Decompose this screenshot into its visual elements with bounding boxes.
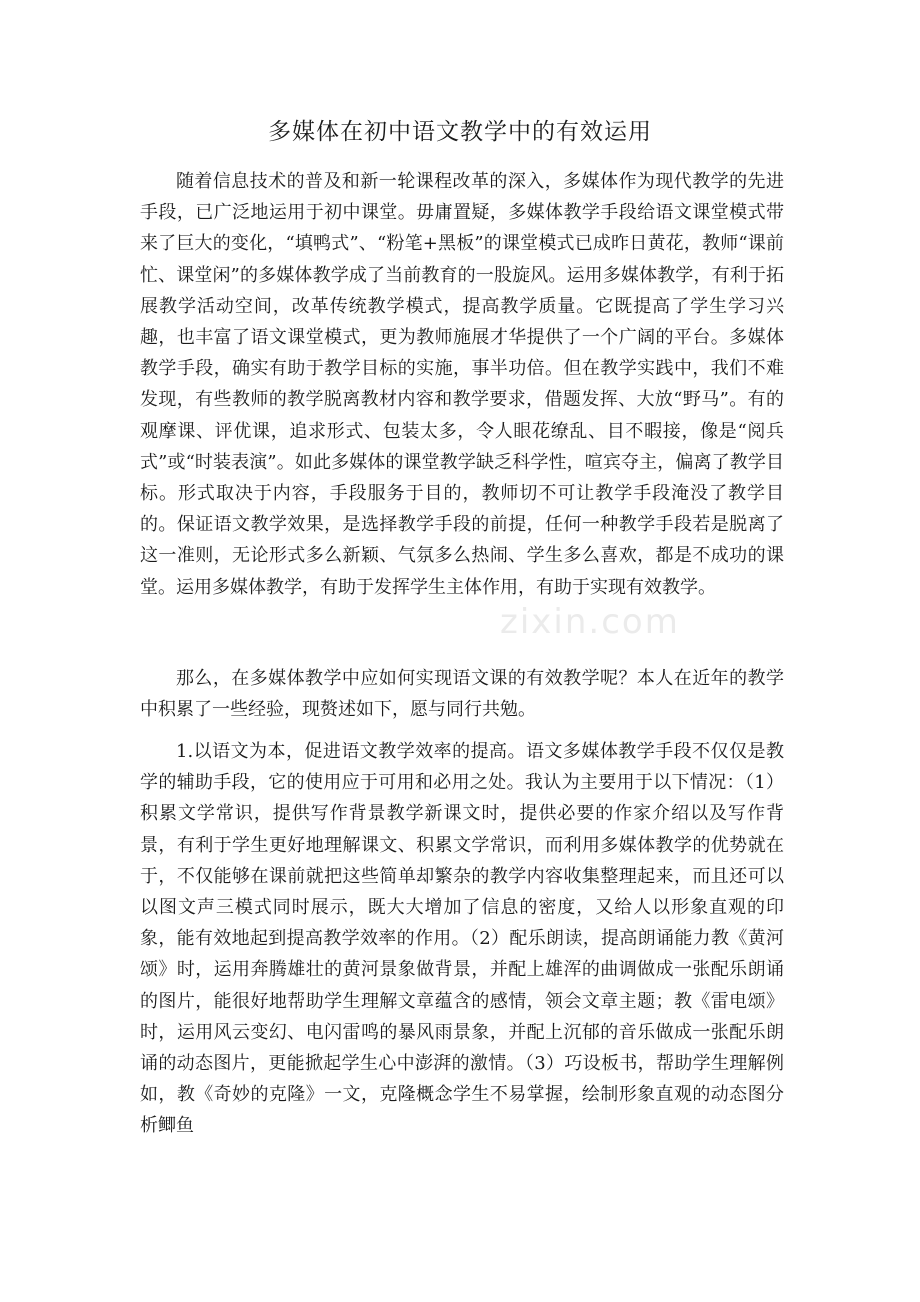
- paragraph-point-1: 1.以语文为本，促进语文教学效率的提高。语文多媒体教学手段不仅仅是教学的辅助手段，它的使用应于可用和必用之处。我认为主要用于以下情况：（1）积累文学常识，提供写作背景教学新课文时，提供必要的作家介绍以及写作背景，有利于学生更好地理解课文、积累文学常识，而利用多媒体教学的优势就在于，不仅能够在课前就把这些简单却繁杂的教学内容收集整理起来，而且还可以以图文声三模式同时展示，既大大增加了信息的密度，又给人以形象直观的印象，能有效地起到提高教学效率的作用。（2）配乐朗读，提高朗诵能力教《黄河颂》时，运用奔腾雄壮的黄河景象做背景，并配上雄浑的曲调做成一张配乐朗诵的图片，能很好地帮助学生理解文章蕴含的感情，领会文章主题；教《雷电颂》时，运用风云变幻、电闪雷鸣的暴风雨景象，并配上沉郁的音乐做成一张配乐朗诵的动态图片，更能掀起学生心中澎湃的激情。（3）巧设板书，帮助学生理解例如，教《奇妙的克隆》一文，克隆概念学生不易掌握，绘制形象直观的动态图分析鲫鱼: [140, 741, 784, 1137]
- paragraph-intro: 随着信息技术的普及和新一轮课程改革的深入，多媒体作为现代教学的先进手段，已广泛地运用于初中课堂。毋庸置疑，多媒体教学手段给语文课堂模式带来了巨大的变化，“填鸭式”、“粉笔+黑板”的课堂模式已成昨日黄花，教师“课前忙、课堂闲”的多媒体教学成了当前教育的一股旋风。运用多媒体教学，有利于拓展教学活动空间，改革传统教学模式，提高教学质量。它既提高了学生学习兴趣，也丰富了语文课堂模式，更为教师施展才华提供了一个广阔的平台。多媒体教学手段，确实有助于教学目标的实施，事半功倍。但在教学实践中，我们不难发现，有些教师的教学脱离教材内容和教学要求，借题发挥、大放“野马”。有的观摩课、评优课，追求形式、包装太多，令人眼花缭乱、目不暇接，像是“阅兵式”或“时装表演”。如此多媒体的课堂教学缺乏科学性，喧宾夺主，偏离了教学目标。形式取决于内容，手段服务于目的，教师切不可让教学手段淹没了教学目的。保证语文教学效果，是选择教学手段的前提，任何一种教学手段若是脱离了这一准则，无论形式多么新颖、气氛多么热闹、学生多么喜欢，都是不成功的课堂。运用多媒体教学，有助于发挥学生主体作用，有助于实现有效教学。: [140, 171, 784, 598]
- paragraph-question: 那么，在多媒体教学中应如何实现语文课的有效教学呢？本人在近年的教学中积累了一些经验，现赘述如下，愿与同行共勉。: [140, 668, 784, 721]
- watermark: zixin.com: [500, 602, 680, 642]
- document-title: 多媒体在初中语文教学中的有效运用: [268, 119, 652, 145]
